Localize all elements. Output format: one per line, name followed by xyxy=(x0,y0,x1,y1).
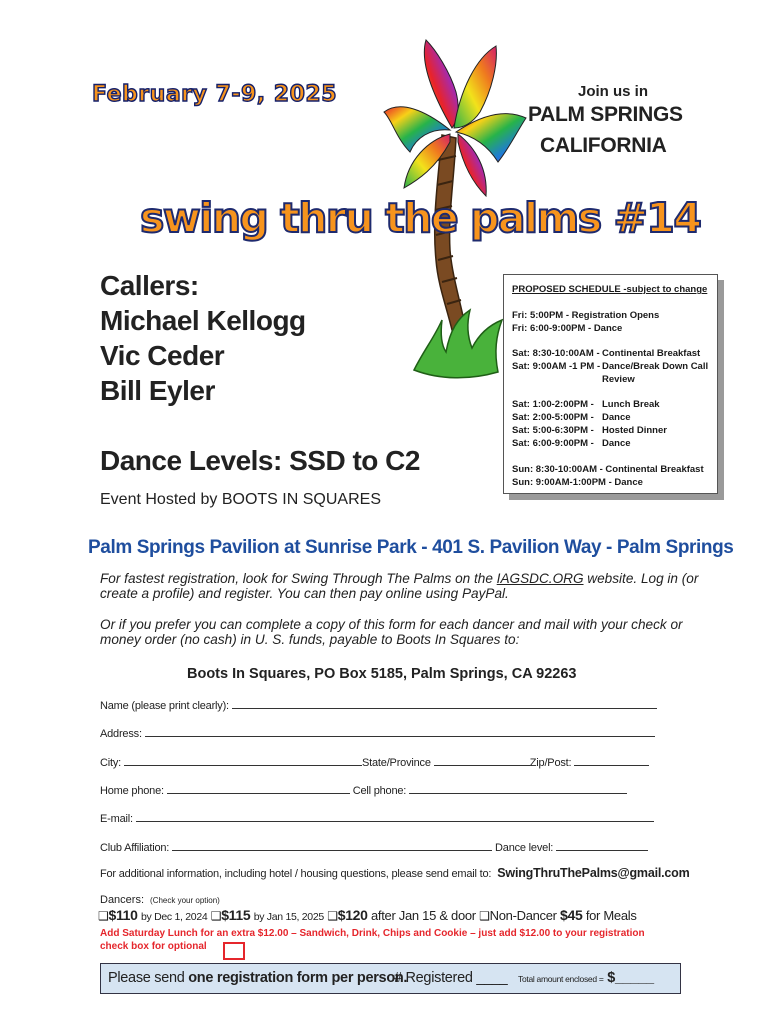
checkbox-icon[interactable]: ❑ xyxy=(327,909,338,923)
checkbox-icon[interactable]: ❑ xyxy=(210,909,222,923)
checkbox-icon[interactable]: ❑ xyxy=(479,909,490,923)
club-label: Club Affiliation: xyxy=(100,842,170,854)
price-regular: $115 xyxy=(221,907,251,923)
venue-heading: Palm Springs Pavilion at Sunrise Park - 401 S. Pavilion Way - Palm Springs xyxy=(88,537,734,558)
phone-row xyxy=(100,784,627,797)
state-field-label: State/Province xyxy=(362,757,431,769)
iagsdc-link[interactable]: IAGSDC.ORG xyxy=(496,571,584,586)
dancers-note: (Check your option) xyxy=(150,896,220,905)
summary-box xyxy=(100,963,681,994)
schedule-row: Fri: 6:00-9:00PM - Dance xyxy=(512,323,623,334)
dance-level-field[interactable] xyxy=(556,841,648,851)
contact-email[interactable]: SwingThruThePalms@gmail.com xyxy=(497,866,690,880)
schedule-row: Review xyxy=(602,374,635,385)
city-field-label: City: xyxy=(100,757,122,769)
callers-heading: Callers: xyxy=(100,270,199,301)
cell-phone-label: Cell phone: xyxy=(352,785,407,797)
caller-name: Vic Ceder xyxy=(100,340,225,371)
schedule-row: Sun: 8:30-10:00AM - Continental Breakfast xyxy=(512,464,704,475)
hosted-by: Event Hosted by BOOTS IN SQUARES xyxy=(100,491,381,508)
mail-instructions: Or if you prefer you can complete a copy of this form for each dancer and mail with your check or money order (no cash) in U. S. funds, payable to Boots In Squares to: xyxy=(100,617,683,647)
price-non-dancer: $45 xyxy=(560,907,583,923)
cell-phone-field[interactable] xyxy=(409,784,627,794)
state-field[interactable] xyxy=(434,756,530,766)
zip-field-label: Zip/Post: xyxy=(529,757,572,769)
contact-info-text: For additional information, including hotel / housing questions, please send email to: xyxy=(100,868,492,880)
city-field[interactable] xyxy=(124,756,362,766)
state-heading: CALIFORNIA xyxy=(540,134,667,157)
join-us-text: Join us in xyxy=(578,83,649,100)
schedule-row: Sat: 5:00-6:30PM - Hosted Dinner xyxy=(512,425,667,436)
mailing-address: Boots In Squares, PO Box 5185, Palm Springs, CA 92263 xyxy=(187,666,577,682)
city-heading: PALM SPRINGS xyxy=(528,103,683,126)
dance-levels: Dance Levels: SSD to C2 xyxy=(100,445,420,476)
registration-instructions: For fastest registration, look for Swing Through The Palms on the IAGSDC.ORG website. Log in (or create a profile) and register. You can then pay online using PayPal. xyxy=(100,571,699,601)
schedule-title: PROPOSED SCHEDULE -subject to change xyxy=(512,284,708,295)
registered-count[interactable]: # Registered ____ xyxy=(394,970,508,986)
schedule-row: Sat: 9:00AM -1 PM - Dance/Break Down Call xyxy=(512,361,709,372)
caller-name: Bill Eyler xyxy=(100,375,215,406)
address-field[interactable]: Address: xyxy=(100,727,655,740)
lunch-checkbox[interactable] xyxy=(223,942,245,960)
schedule-row: Sat: 6:00-9:00PM - Dance xyxy=(512,438,631,449)
event-date: February 7-9, 2025 xyxy=(92,82,338,107)
caller-name: Michael Kellogg xyxy=(100,305,306,336)
checkbox-icon[interactable]: ❑ xyxy=(98,909,109,923)
home-phone-field[interactable] xyxy=(167,784,350,794)
schedule-box xyxy=(503,274,718,494)
dance-level-label: Dance level: xyxy=(495,842,554,854)
zip-field[interactable] xyxy=(574,756,649,766)
lunch-note: Add Saturday Lunch for an extra $12.00 – Sandwich, Drink, Chips and Cookie – just add $12.00 to your registration check box for optional xyxy=(100,928,645,952)
schedule-row: Sat: 2:00-5:00PM - Dance xyxy=(512,412,631,423)
price-options: ❑$110 by Dec 1, 2024 ❑$115 by Jan 15, 2025 ❑$120 after Jan 15 & door ❑Non-Dancer $45 for Meals xyxy=(98,907,637,923)
price-early: $110 xyxy=(108,907,138,923)
dancers-label: Dancers: (Check your option) xyxy=(100,894,220,906)
city-state-zip-row xyxy=(100,756,649,769)
schedule-row: Sat: 8:30-10:00AM - Continental Breakfast xyxy=(512,348,701,359)
price-late: $120 xyxy=(337,907,368,923)
schedule-row: Sun: 9:00AM-1:00PM - Dance xyxy=(512,477,643,488)
contact-info-row xyxy=(100,866,690,880)
club-level-row xyxy=(100,841,648,854)
club-field[interactable] xyxy=(172,841,492,851)
one-form-note: Please send one registration form per person. xyxy=(108,970,408,986)
schedule-row: Fri: 5:00PM - Registration Opens xyxy=(512,310,660,321)
total-enclosed[interactable]: Total amount enclosed = $_____ xyxy=(518,970,654,986)
name-field[interactable]: Name (please print clearly): xyxy=(100,699,657,712)
event-title: swing thru the palms #14 xyxy=(140,194,701,242)
schedule-row: Sat: 1:00-2:00PM - Lunch Break xyxy=(512,399,660,410)
home-phone-label: Home phone: xyxy=(100,785,164,797)
callers-block xyxy=(100,268,306,408)
email-field[interactable]: E-mail: xyxy=(100,812,654,825)
